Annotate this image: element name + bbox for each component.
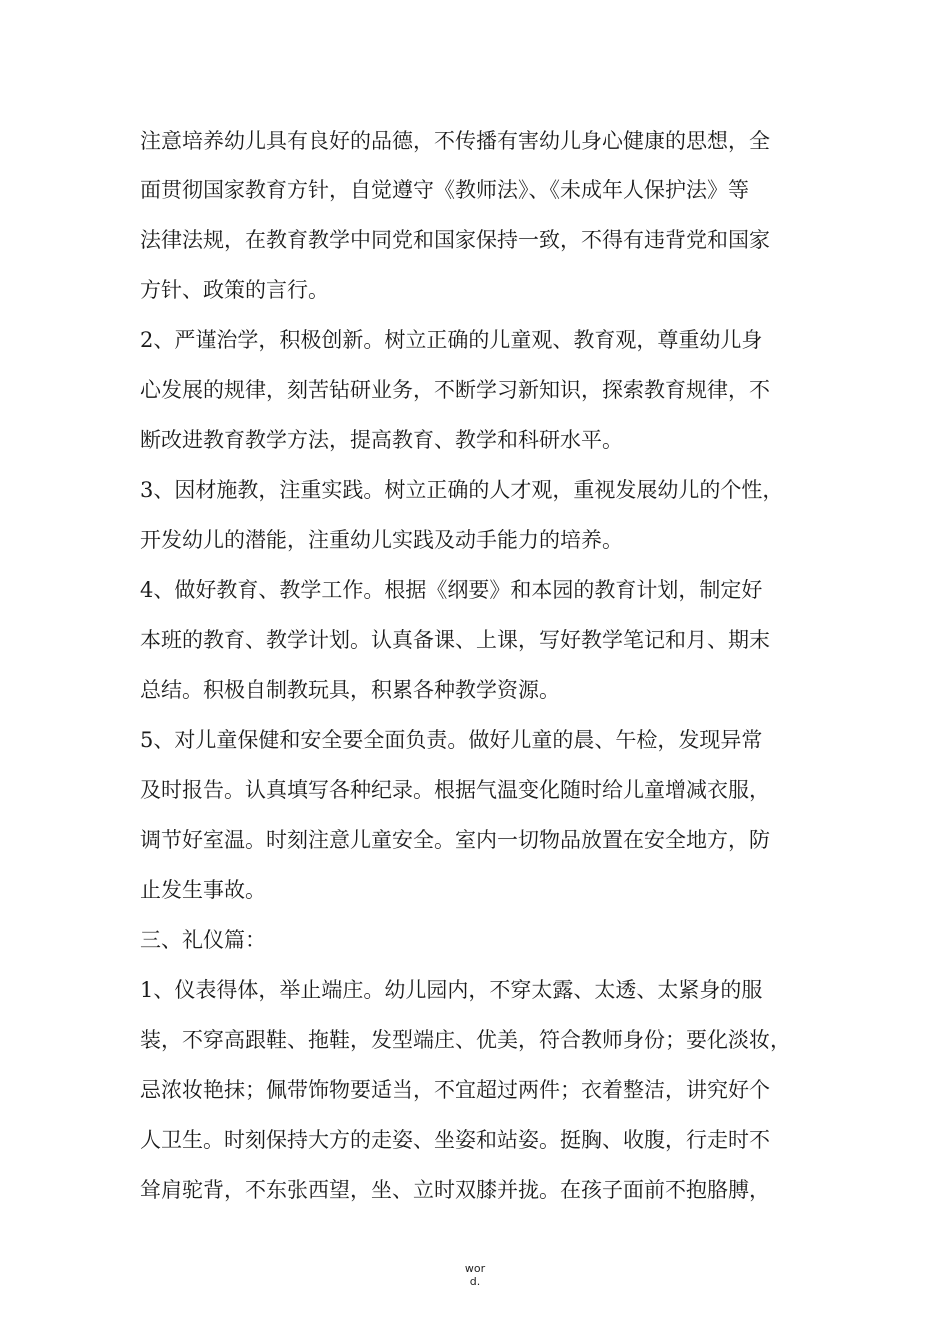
- text-line: 耸肩驼背，不东张西望，坐、立时双膝并拢。在孩子面前不抱胳膊，: [140, 1178, 770, 1202]
- text-line: 心发展的规律，刻苦钻研业务，不断学习新知识，探索教育规律，不: [140, 378, 770, 402]
- text-line: 注意培养幼儿具有良好的品德，不传播有害幼儿身心健康的思想，全: [140, 129, 770, 153]
- text-line: 3、因材施教，注重实践。树立正确的人才观，重视发展幼儿的个性，: [140, 478, 784, 502]
- page-footer: [0, 1262, 950, 1288]
- text-line: 方针、政策的言行。: [140, 278, 329, 302]
- text-line: 法律法规，在教育教学中同党和国家保持一致，不得有违背党和国家: [140, 228, 770, 252]
- text-line: 1、仪表得体，举止端庄。幼儿园内，不穿太露、太透、太紧身的服: [140, 978, 763, 1002]
- section-heading: 三、礼仪篇：: [140, 928, 266, 952]
- text-line: 人卫生。时刻保持大方的走姿、坐姿和站姿。挺胸、收腹，行走时不: [140, 1128, 770, 1152]
- text-line: 开发幼儿的潜能，注重幼儿实践及动手能力的培养。: [140, 528, 623, 552]
- text-line: 2、严谨治学，积极创新。树立正确的儿童观、教育观，尊重幼儿身: [140, 328, 763, 352]
- text-line: 忌浓妆艳抹；佩带饰物要适当，不宜超过两件；衣着整洁，讲究好个: [140, 1078, 770, 1102]
- text-line: 总结。积极自制教玩具，积累各种教学资源。: [140, 678, 560, 702]
- text-line: 面贯彻国家教育方针，自觉遵守《教师法》、《未成年人保护法》等: [140, 178, 749, 202]
- text-line: 5、对儿童保健和安全要全面负责。做好儿童的晨、午检，发现异常: [140, 728, 763, 752]
- text-line: 及时报告。认真填写各种纪录。根据气温变化随时给儿童增减衣服，: [140, 778, 770, 802]
- text-line: 止发生事故。: [140, 878, 266, 902]
- text-line: 本班的教育、教学计划。认真备课、上课，写好教学笔记和月、期末: [140, 628, 770, 652]
- footer-line-2: d.: [469, 1275, 481, 1288]
- text-line: 装，不穿高跟鞋、拖鞋，发型端庄、优美，符合教师身份；要化淡妆，: [140, 1028, 791, 1052]
- text-line: 断改进教育教学方法，提高教育、教学和科研水平。: [140, 428, 623, 452]
- text-line: 调节好室温。时刻注意儿童安全。室内一切物品放置在安全地方，防: [140, 828, 770, 852]
- footer-line-1: wor: [464, 1262, 486, 1275]
- text-line: 4、做好教育、教学工作。根据《纲要》和本园的教育计划，制定好: [140, 578, 763, 602]
